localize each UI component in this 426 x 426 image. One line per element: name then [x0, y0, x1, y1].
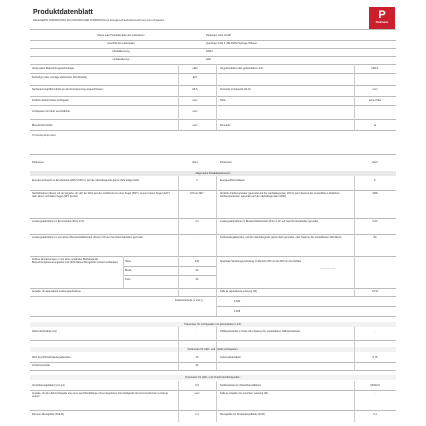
supplier-label: Modellkennung [112, 50, 130, 53]
param-value: SDCM 6 [370, 384, 380, 387]
equivalent-power-label: Angabe, ob äquivalente Leistungsaufnahme [32, 290, 81, 293]
param-label: Energieeffizienzklasse [220, 179, 245, 182]
param-value: 80 [373, 236, 377, 239]
page-title: Produktdatenblatt [33, 9, 93, 16]
param-label: Nutzlichtstrom (Φuse) mit der Angabe, ob sich der Wert auf den Lichtstrom im einer Kugel (360°), einem breiten Kegel (120°) oder einem schmalen Kegel (90°) bezieht [32, 192, 170, 198]
section-led-mains: Parameter für LED- und OLED-Netzlichtquellen: [30, 375, 396, 380]
general-value: ja [374, 124, 376, 127]
dimensions-label: Äußere Abmessungen in mm ohne separates Betriebsgerät, Beleuchtungssteuerungsteile und Nicht-Beleuchtungsteile (soweit vorhanden) [32, 258, 118, 264]
dim-value: 64 [195, 278, 199, 281]
param-label: Lichtstromerhalt [32, 364, 50, 367]
section-led: Parameter für LED- und OLED-Lichtquellen: [30, 347, 396, 352]
general-value: NDLS [371, 67, 379, 70]
general-label: Ungebündeltes oder gebündeltes Licht: [220, 67, 264, 70]
param-value: 94 [195, 364, 199, 367]
param-label: Farbwiedergabeindex, auf die nächstliegende ganze Zahl gerundet, oder Spanne der einstellbaren CRI-Werte. [220, 236, 343, 239]
param-label: Messgröße für Stroboskopeffekte (SVM) [220, 413, 265, 416]
param-label: Flimmer-Messgröße (PstLM) [32, 413, 64, 416]
supplier-value: LED [206, 58, 211, 61]
datasheet-header [30, 6, 396, 30]
general-label: Vernetzte Lichtquelle (CLS): [220, 88, 252, 91]
param-label: Farbkonsistenz in MacAdam-Ellipsen [220, 384, 262, 387]
chroma-y: 0,408 [233, 310, 241, 313]
general-value: nein [372, 88, 378, 91]
general-label: Sockeltyp (oder sonstige elektrische Schnittstelle) [32, 76, 88, 79]
general-label: Verwendete Beleuchtungstechnologie: [32, 67, 75, 70]
spectrum-label: Spektrale Strahlungsverteilung im Bereich 250 nm bis 800 nm bei Volllast [220, 260, 302, 263]
equivalent-watt-value: 15 W [372, 290, 378, 293]
param-label: Angabe, ob die LED-Lichtquelle eine eine Leuchtstofflampe ohne integriertes Vorschaltgerät mit einer bestimmten Leistung ersetzt [32, 392, 168, 398]
supplier-label: Name oder Handelsmarke des Lieferanten [97, 34, 145, 37]
param-value: - [374, 392, 376, 395]
spectrum-value: Siehe letzte Seite [320, 268, 336, 270]
param-value: F [374, 179, 376, 182]
supplier-value: Paulmann Licht GmbH [206, 34, 232, 37]
param-label: Leistungsaufnahme im vernetzten Bereitschaftsbetrieb (Pnet) in W auf zwei Dezimalstellen gerundet [32, 236, 143, 239]
param-col-header: Parameter [220, 161, 232, 164]
dim-key: Breite [125, 269, 132, 272]
general-value: MLS [192, 88, 198, 91]
supplier-label: Lichtquellentyp [112, 58, 130, 61]
general-value: nein [192, 99, 198, 102]
param-label: Halbwertswinkel in Grad oder Spanne der einstellbaren Halbwertswinkel [220, 330, 300, 333]
value-col-header: Wert [192, 161, 198, 164]
general-value: LED [192, 67, 198, 70]
supplier-label: Anschrift des Lieferanten [107, 42, 135, 45]
param-value: 1800 [372, 192, 378, 195]
chroma-label: Farbwertanteile (x und y) [175, 299, 203, 302]
logo-mark: P [378, 9, 386, 21]
general-value: E27 [192, 76, 198, 79]
dim-key: Höhe [125, 260, 131, 263]
param-col-header: Parameter [32, 161, 44, 164]
general-value: nein [192, 110, 198, 113]
param-label: Lebensdauerfaktor [220, 356, 241, 359]
supplier-value: 20012 [206, 50, 213, 53]
dim-value: 64 [195, 269, 199, 272]
param-label: Leistungsaufnahme im Ein-Zustand (Pon) in W [32, 220, 84, 223]
param-value: - [196, 236, 198, 239]
general-label: Hülle: [220, 99, 227, 102]
supplier-value: Quezinger Feld 2, DE-31832 Springe-Völksen [206, 42, 257, 45]
dim-value: 143 [194, 260, 200, 263]
datasheet-page [30, 6, 396, 422]
section-general-params: Allgemeine Produktparameter: [30, 171, 396, 176]
general-label: Farblich abstimmbare Lichtquelle: [32, 99, 70, 102]
dim-key: Tiefe [125, 278, 131, 281]
value-col-header: Wert [372, 161, 378, 164]
regulation-subtitle: DELEGIERTE VERORDNUNG (EU) 2019/2015 DER KOMMISSION zur Energieverbrauchskennzeichnung von Lichtquellen [33, 19, 165, 22]
param-value: 0,6 [195, 384, 199, 387]
general-value: keine Hülle [368, 99, 382, 102]
general-label: Dimmbar: [220, 124, 231, 127]
brand-logo [369, 7, 395, 29]
section-mains: Parameter für Lichtquellen mit gebündeltem Licht: [30, 322, 396, 327]
chroma-x: 0,540 [233, 300, 241, 303]
param-label: Verschiebungsfaktor (cos φ1) [32, 384, 65, 387]
param-value: 4,2 [195, 220, 199, 223]
param-label: Leistungsaufnahme im Bereitschaftsbetrieb (Psb) in W, auf zwei Dezimalstellen gerundet [220, 220, 319, 223]
param-value: 15 [195, 356, 199, 359]
equivalent-power-value: - [196, 290, 198, 293]
general-label: Netzspannung/Nicht direkt an die Netzspannung angeschlossen: [32, 88, 104, 91]
param-label: Spitzenlichtstärke (cd) [32, 330, 57, 333]
param-value: 0,75 [372, 356, 378, 359]
general-label: Blendschutzschild: [32, 124, 53, 127]
param-value: 170 bei 360 ° [189, 192, 205, 195]
param-value: 3 [196, 179, 198, 182]
logo-brand: Paulmann [375, 21, 389, 24]
param-value: 0,00 [372, 220, 378, 223]
param-label: Falls ja, Angabe der ersetzten Leistung (W) [220, 392, 268, 395]
param-label: Wert des R9-Farbwiedergabeindex [32, 356, 71, 359]
equivalent-watt-label: Falls ja, äquivalente Leistung (W) [220, 290, 257, 293]
param-value: nein [194, 392, 200, 395]
param-value: - [196, 330, 198, 333]
general-label: Lichtquelle mit hoher Leuchtdichte: [32, 110, 71, 113]
section-produktparameter: Produktparameter [32, 134, 57, 137]
general-value: nein [192, 124, 198, 127]
param-value: 0,4 [373, 413, 377, 416]
param-value: 0,1 [195, 413, 199, 416]
param-label: Ähnliche Farbtemperatur (gerundet auf die nächstliegenden 100 K) oder Spanne der einstellbaren ähnlichen Farbtemperaturen (gerundet auf die nächstliegenden 100K) [220, 192, 340, 198]
param-label: Energieverbrauch im Ein-Zustand (kWh/1 000 h), auf die nächstliegende ganze Zahl aufgerundet [32, 179, 140, 182]
param-value: - [374, 330, 376, 333]
